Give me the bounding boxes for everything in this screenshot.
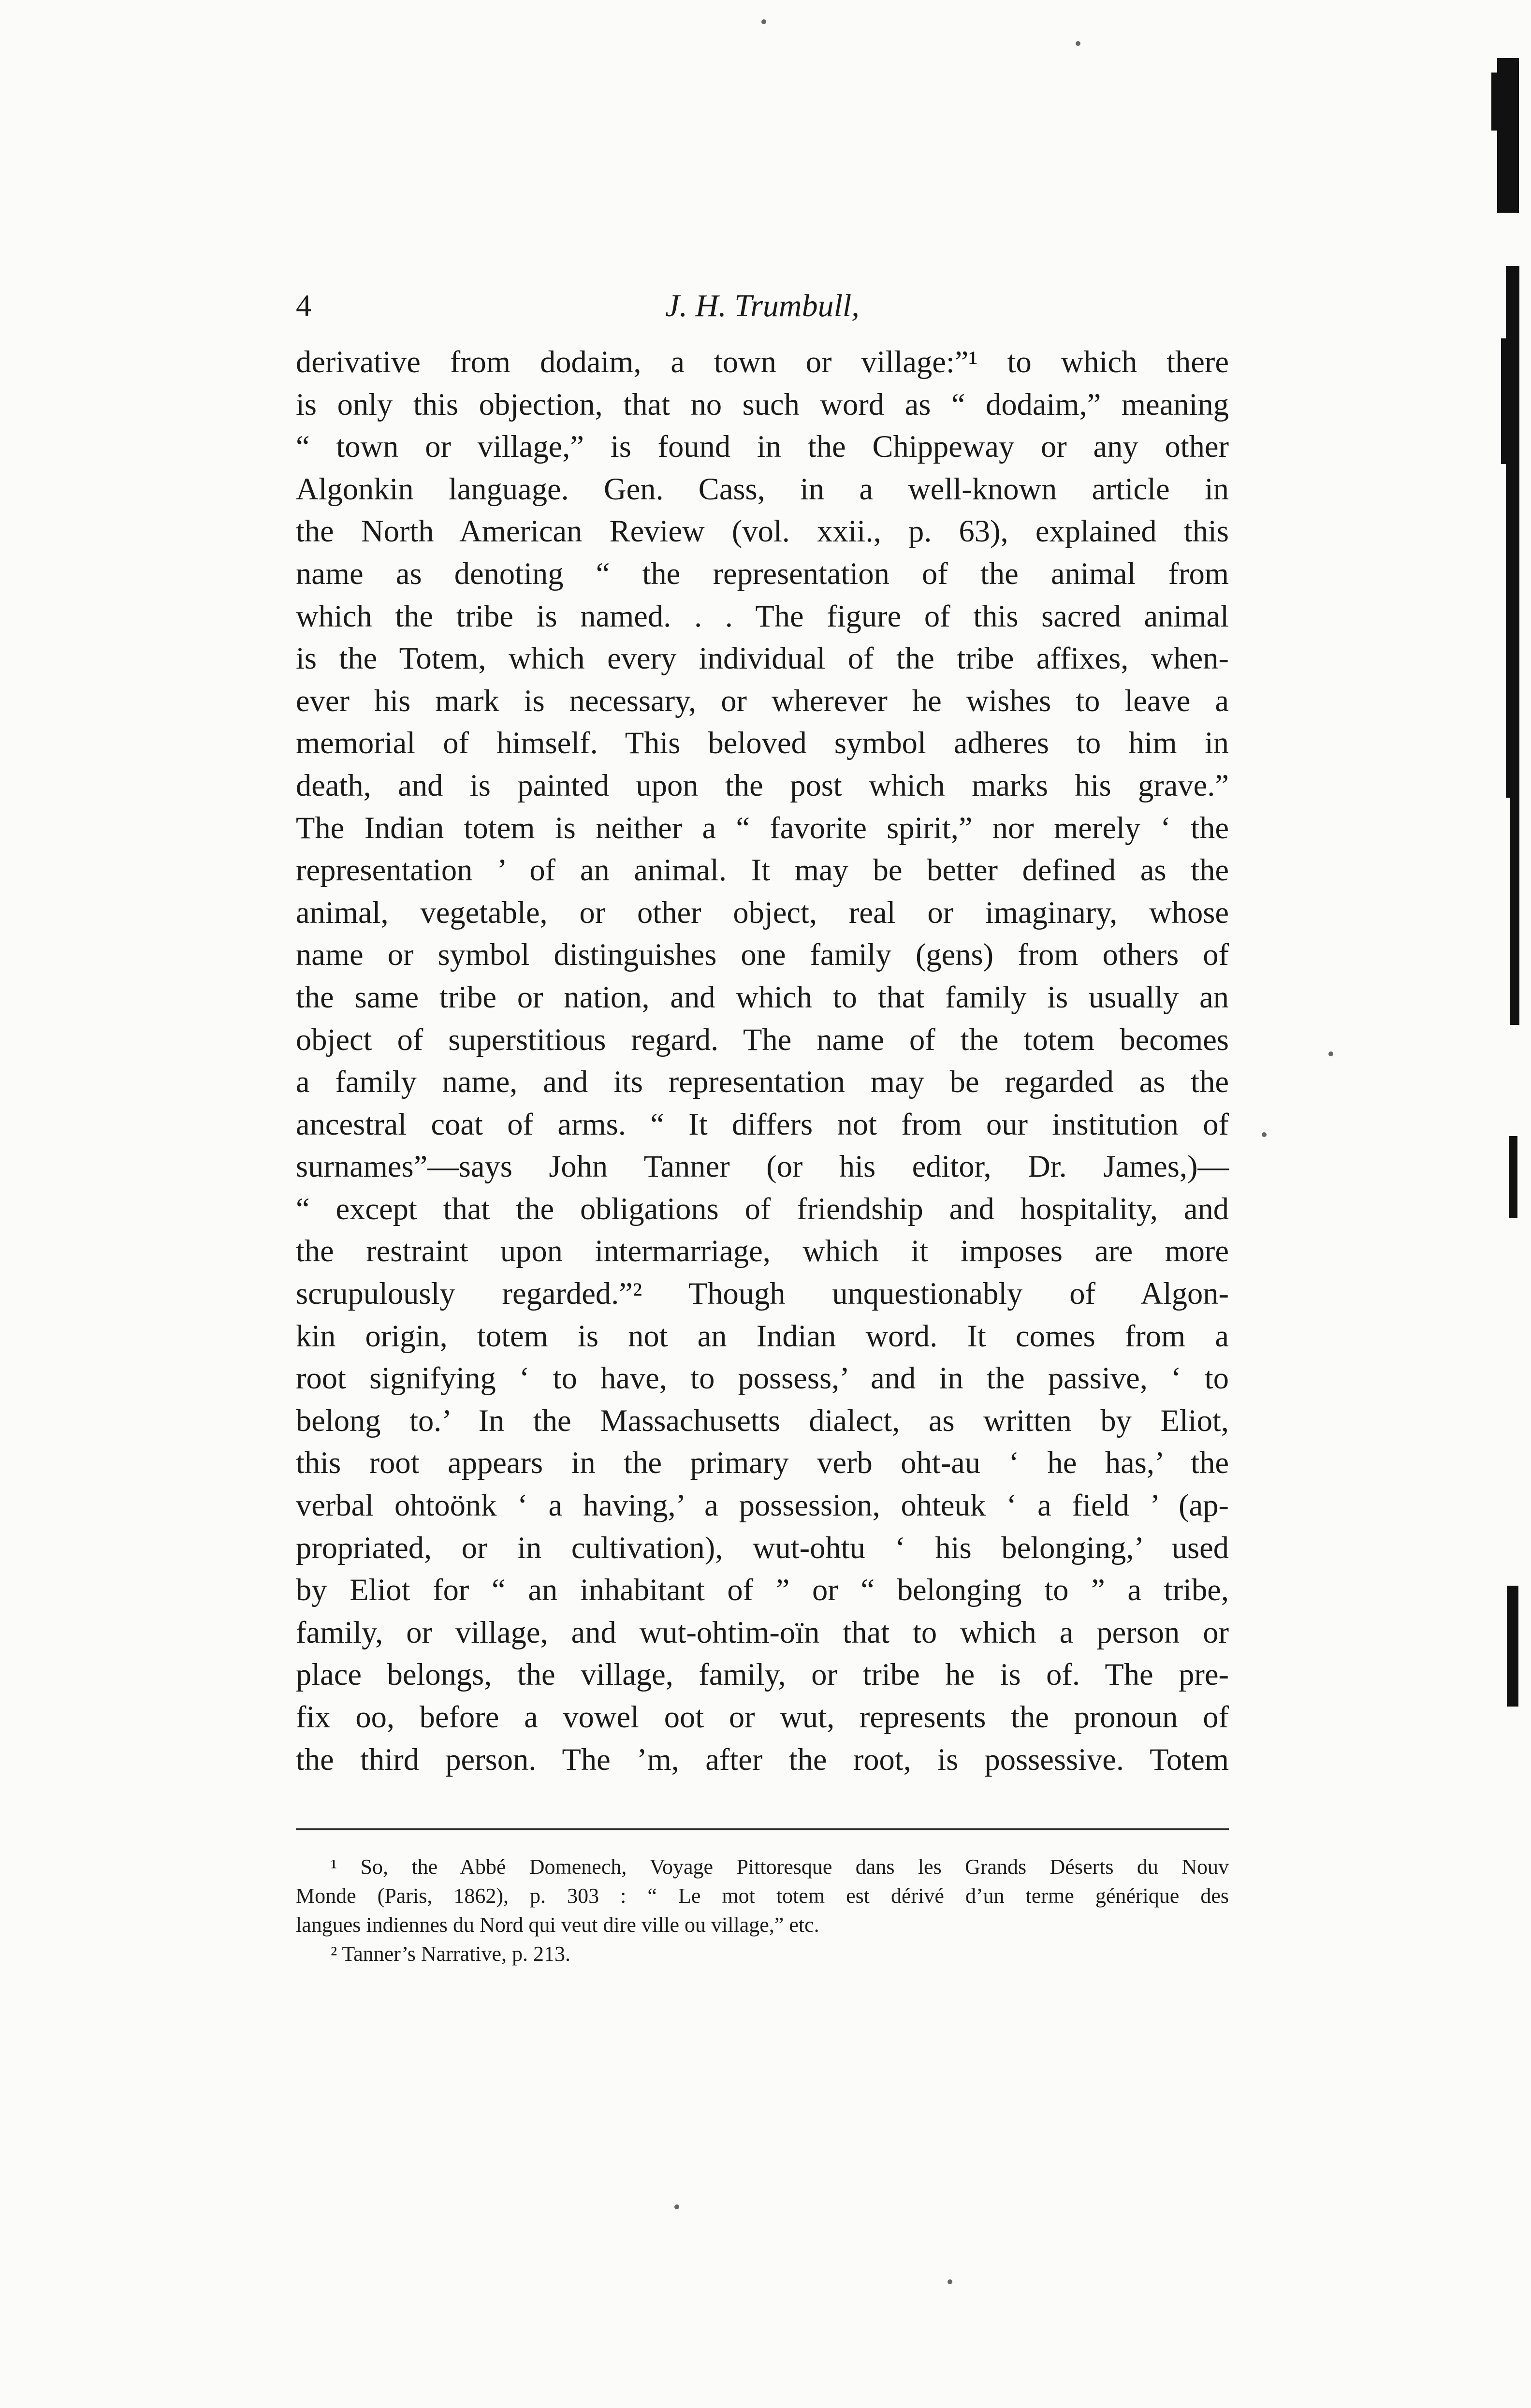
scan-speck — [1076, 41, 1080, 46]
text-line: by Eliot for “ an inhabitant of ” or “ belonging to ” a tribe, — [296, 1573, 1229, 1607]
text-line: kin origin, totem is not an Indian word. It comes from a — [296, 1318, 1229, 1353]
text-line: representation ’ of an animal. It may be better defined as the — [296, 853, 1229, 888]
scan-edge-bar — [1510, 754, 1519, 1025]
running-head: J. H. Trumbull, — [665, 288, 860, 323]
footnote-line: langues indiennes du Nord qui veut dire ville ou village,” etc. — [296, 1913, 819, 1937]
text-line: derivative from dodaim, a town or village:”¹ to which there — [296, 345, 1229, 379]
text-line: the same tribe or nation, and which to that family is usually an — [296, 979, 1229, 1014]
text-line: ever his mark is necessary, or wherever he wishes to leave a — [296, 683, 1229, 718]
body-text — [296, 341, 1229, 1780]
text-line: scrupulously regarded.”² Though unquestionably of Algon- — [296, 1276, 1229, 1311]
footnote-line: Monde (Paris, 1862), p. 303 : “ Le mot totem est dérivé d’un terme générique des — [296, 1884, 1229, 1908]
text-line: name or symbol distinguishes one family (gens) from others of — [296, 937, 1229, 972]
text-line: the North American Review (vol. xxii., p. 63), explained this — [296, 514, 1229, 549]
scan-edge-bar — [1507, 1586, 1518, 1707]
text-line: memorial of himself. This beloved symbol adheres to him in — [296, 726, 1229, 760]
text-line: belong to.’ In the Massachusetts dialect, as written by Eliot, — [296, 1403, 1229, 1438]
text-line: verbal ohtoönk ‘ a having,’ a possession, ohteuk ‘ a field ’ (ap- — [296, 1488, 1229, 1523]
text-line: propriated, or in cultivation), wut-ohtu ‘ his belonging,’ used — [296, 1530, 1229, 1565]
scan-speck — [674, 2204, 679, 2209]
text-line: surnames”—says John Tanner (or his editor, Dr. James,)— — [296, 1149, 1229, 1184]
scan-edge-bar — [1491, 73, 1502, 131]
text-line: this root appears in the primary verb oht-au ‘ he has,’ the — [296, 1445, 1229, 1480]
scan-speck — [761, 19, 766, 24]
text-line: “ town or village,” is found in the Chippeway or any other — [296, 429, 1229, 464]
page-header — [296, 288, 1229, 331]
text-line: ancestral coat of arms. “ It differs not from our institution of — [296, 1107, 1229, 1141]
scan-edge-bar — [1501, 338, 1508, 464]
text-line: The Indian totem is neither a “ favorite spirit,” nor merely ‘ the — [296, 810, 1229, 845]
text-line: a family name, and its representation may be regarded as the — [296, 1065, 1229, 1099]
scan-edge-bar — [1506, 266, 1519, 798]
text-line: death, and is painted upon the post which marks his grave.” — [296, 768, 1229, 803]
scan-speck — [1262, 1132, 1267, 1137]
text-line: is the Totem, which every individual of the tribe affixes, when- — [296, 641, 1229, 676]
page-number: 4 — [296, 288, 311, 322]
text-line: animal, vegetable, or other object, real or imaginary, whose — [296, 895, 1229, 930]
scan-speck — [1328, 1051, 1333, 1056]
text-line: fix oo, before a vowel oot or wut, represents the pronoun of — [296, 1700, 1229, 1734]
text-line: root signifying ‘ to have, to possess,’ and in the passive, ‘ to — [296, 1361, 1229, 1396]
footnote-line: ¹ So, the Abbé Domenech, Voyage Pittoresque dans les Grands Déserts du Nouv — [331, 1855, 1229, 1879]
text-line: “ except that the obligations of friendship and hospitality, and — [296, 1191, 1229, 1226]
text-line: family, or village, and wut-ohtim-oïn that to which a person or — [296, 1615, 1229, 1649]
scan-edge-marks — [1420, 0, 1531, 2408]
text-line: name as denoting “ the representation of the animal from — [296, 556, 1229, 591]
footnotes — [296, 1853, 1229, 1969]
footnote-line: ² Tanner’s Narrative, p. 213. — [331, 1942, 571, 1966]
text-line: the third person. The ’m, after the root, is possessive. Totem — [296, 1742, 1229, 1777]
scan-speck — [948, 2279, 952, 2284]
text-line: place belongs, the village, family, or tribe he is of. The pre- — [296, 1657, 1229, 1692]
text-line: is only this objection, that no such word as “ dodaim,” meaning — [296, 387, 1229, 422]
text-line: the restraint upon intermarriage, which it imposes are more — [296, 1234, 1229, 1269]
text-line: object of superstitious regard. The name of the totem becomes — [296, 1022, 1229, 1057]
footnote-divider — [296, 1828, 1229, 1830]
text-line: which the tribe is named. . . The figure of this sacred animal — [296, 598, 1229, 633]
scan-edge-bar — [1509, 1136, 1517, 1218]
text-line: Algonkin language. Gen. Cass, in a well-known article in — [296, 471, 1229, 506]
